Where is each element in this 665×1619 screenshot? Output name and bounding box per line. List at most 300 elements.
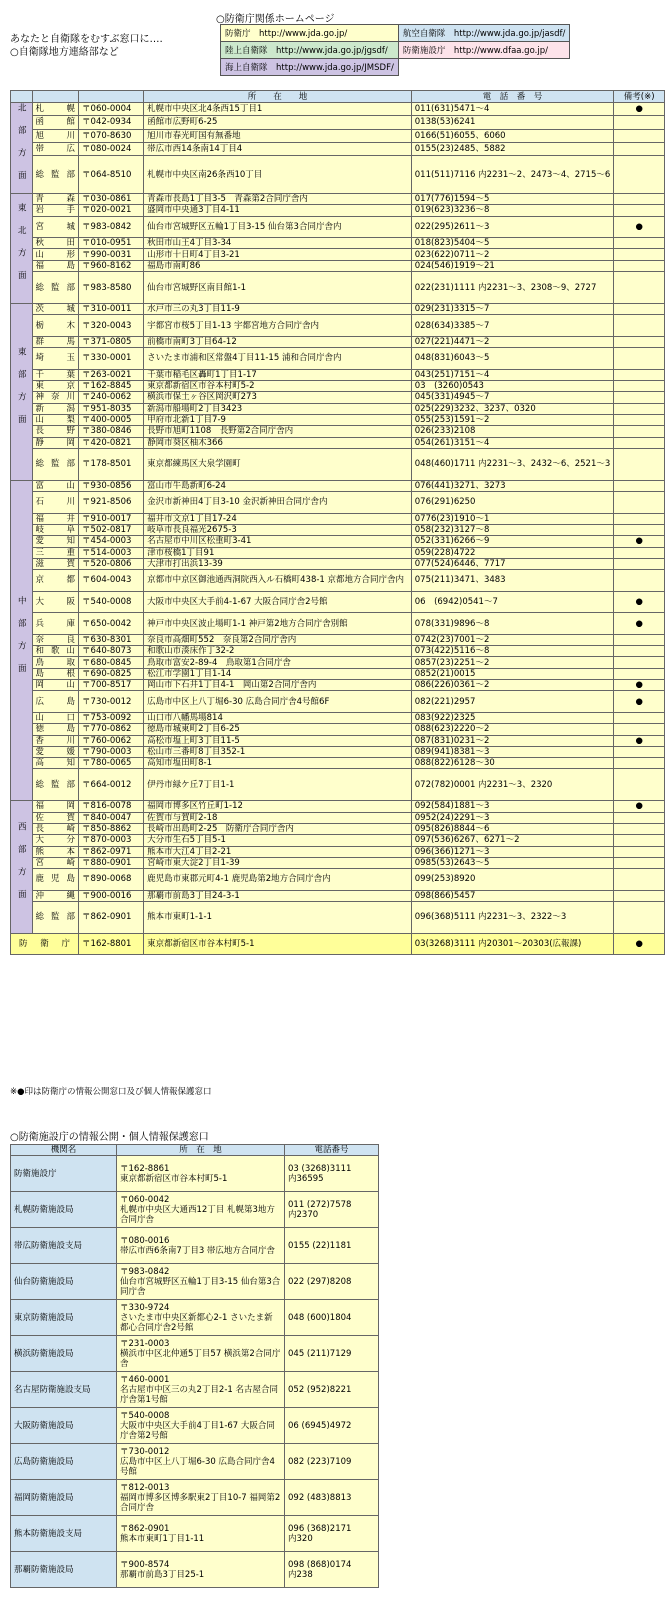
homepage-link-jmsdf[interactable]: 海上自衛隊 http://www.jda.go.jp/JMSDF/: [221, 59, 399, 76]
note-mark: ●: [614, 591, 665, 613]
postal-code: 〒502-0817: [79, 524, 144, 535]
city-name: 兵庫: [32, 613, 79, 635]
postal-code: 〒330-0001: [79, 348, 144, 370]
city-name: 香川: [32, 735, 79, 746]
city-name: 京都: [32, 570, 79, 592]
org-name: 広島防衛施設局: [11, 1444, 117, 1480]
address: 奈良市高畑町552 奈良第2合同庁舎内: [144, 634, 412, 645]
phone-number: 0985(53)2643～5: [411, 857, 614, 868]
phone-number: 072(782)0001 内2231～3、2320: [411, 769, 614, 801]
note-mark: ●: [614, 103, 665, 116]
note-mark: [614, 769, 665, 801]
table-row: [11, 657, 665, 668]
city-name: 新潟: [32, 403, 79, 414]
postal-code: 〒760-0062: [79, 735, 144, 746]
address: さいたま市浦和区常盤4丁目11-15 浦和合同庁舎内: [144, 348, 412, 370]
table-row: [11, 812, 665, 823]
region-label: 東部方面: [11, 303, 33, 480]
address: 帯広市西14条南14丁目4: [144, 142, 412, 155]
phone-number: 017(776)1594～5: [411, 194, 614, 205]
note-mark: ●: [614, 216, 665, 238]
postal-code: 〒520-0806: [79, 558, 144, 569]
facility-phone-ext: 内36595: [288, 1173, 324, 1184]
city-name: 宮崎: [32, 857, 79, 868]
phone-number: 0776(23)1910～1: [411, 513, 614, 524]
org-name: 大阪防衛施設局: [11, 1408, 117, 1444]
facility-phone: [285, 1372, 379, 1408]
phone-number: 077(524)6446、7717: [411, 558, 614, 569]
postal-code: 〒240-0062: [79, 392, 144, 403]
homepage-link-jda[interactable]: 防衛庁 http://www.jda.go.jp/: [221, 25, 399, 42]
facility-row: [11, 1552, 379, 1588]
note-mark: [614, 547, 665, 558]
address: 札幌市中央区南26条西10丁目: [144, 156, 412, 194]
homepages-box: [220, 24, 645, 76]
address: 静岡市葵区柚木366: [144, 437, 412, 448]
facility-phone-main: 011 (272)7578: [288, 1199, 352, 1210]
table-row: [11, 205, 665, 216]
address: 高松市塩上町3丁目11-5: [144, 735, 412, 746]
note-mark: [614, 142, 665, 155]
address: 伊丹市緑ケ丘7丁目1-1: [144, 769, 412, 801]
phone-number: 0852(21)0015: [411, 668, 614, 679]
facility-address: [117, 1300, 285, 1336]
facility-addr: 横浜市中区北仲通5丁目57 横浜第2合同庁舎: [120, 1348, 281, 1369]
postal-code: 〒650-0042: [79, 613, 144, 635]
facility-phone: [285, 1300, 379, 1336]
note-mark: [614, 437, 665, 448]
phone-number: 089(941)8381～3: [411, 746, 614, 757]
city-name: 鳥取: [32, 657, 79, 668]
org-name: 札幌防衛施設局: [11, 1192, 117, 1228]
postal-code: 〒010-0951: [79, 238, 144, 249]
phone-number: 086(226)0361～2: [411, 680, 614, 691]
phone-number: 083(922)2325: [411, 712, 614, 723]
note-mark: [614, 194, 665, 205]
facility-row: [11, 1300, 379, 1336]
city-name: 鹿児島: [32, 869, 79, 891]
note-mark: [614, 835, 665, 846]
facility-address: [117, 1156, 285, 1192]
phone-number: 082(221)2957: [411, 691, 614, 713]
phone-number: 019(623)3236～8: [411, 205, 614, 216]
table-row: [11, 103, 665, 116]
table-row: [11, 315, 665, 337]
city-name: 神奈川: [32, 392, 79, 403]
note-mark: ●: [614, 680, 665, 691]
homepage-link-jasdf[interactable]: 航空自衛隊 http://www.jda.go.jp/jasdf/: [398, 25, 570, 42]
city-name: 山口: [32, 712, 79, 723]
note-mark: [614, 857, 665, 868]
table-row: [11, 823, 665, 834]
facility-row: [11, 1444, 379, 1480]
facility-phone: [285, 1408, 379, 1444]
postal-code: 〒862-0971: [79, 846, 144, 857]
city-name: 函館: [32, 116, 79, 129]
phone-number: 011(631)5471～4: [411, 103, 614, 116]
phone-number: 088(623)2220～2: [411, 724, 614, 735]
city-name: 栃木: [32, 315, 79, 337]
table-row: [11, 591, 665, 613]
address: 岐阜市長良福光2675-3: [144, 524, 412, 535]
facility-address: [117, 1192, 285, 1228]
postal-code: 〒930-0856: [79, 480, 144, 491]
region-label: 東北方面: [11, 194, 33, 304]
city-name: 石川: [32, 492, 79, 514]
city-name: 群馬: [32, 336, 79, 347]
phone-number: 0166(51)6055、6060: [411, 129, 614, 142]
note-mark: ●: [614, 536, 665, 547]
facility-phone: [285, 1156, 379, 1192]
facility-phone-main: 092 (483)8813: [288, 1492, 352, 1503]
city-name: 沖縄: [32, 890, 79, 901]
table-row: [11, 194, 665, 205]
postal-code: 〒380-0846: [79, 426, 144, 437]
note-mark: [614, 205, 665, 216]
table-row: [11, 570, 665, 592]
address: 京都市中京区御池通西洞院西入ル石橋町438-1 京都地方合同庁舎内: [144, 570, 412, 592]
address: 仙台市宮城野区五輪1丁目3-15 仙台第3合同庁舎内: [144, 216, 412, 238]
address: 長崎市出島町2-25 防衛庁合同庁舎内: [144, 823, 412, 834]
note-mark: [614, 116, 665, 129]
phone-number: 029(231)3315～7: [411, 303, 614, 314]
table-row: [11, 558, 665, 569]
city-name: 岐阜: [32, 524, 79, 535]
homepages-title: ○防衛庁関係ホームページ: [216, 14, 335, 25]
address: 福岡市博多区竹丘町1-12: [144, 801, 412, 812]
note-mark: [614, 369, 665, 380]
facility-phone-ext: 内238: [288, 1569, 313, 1580]
facility-phone-main: 0155 (22)1181: [288, 1240, 352, 1251]
postal-code: 〒162-8801: [79, 933, 144, 955]
facility-addr: 札幌市中央区大通西12丁目 札幌第3地方合同庁舎: [120, 1204, 275, 1225]
header-sub-phone: 電話番号: [285, 1145, 379, 1156]
facility-postal: 〒730-0012: [120, 1446, 170, 1457]
address: 横浜市保土ヶ谷区岡沢町273: [144, 392, 412, 403]
table-header: [11, 91, 665, 103]
phone-number: 018(823)5404～5: [411, 238, 614, 249]
table-row: [11, 437, 665, 448]
facility-addr: 帯広市西6条南7丁目3 帯広地方合同庁舎: [120, 1245, 275, 1256]
table-row: [11, 381, 665, 392]
city-name: 秋田: [32, 238, 79, 249]
city-name: 滋賀: [32, 558, 79, 569]
address: 東京都新宿区市谷本村町5-1: [144, 933, 412, 955]
city-name: 奈良: [32, 634, 79, 645]
city-name: 千葉: [32, 369, 79, 380]
postal-code: 〒951-8035: [79, 403, 144, 414]
phone-number: 022(231)1111 内2231～3、2308～9、2727: [411, 272, 614, 304]
city-name: 岡山: [32, 680, 79, 691]
note-mark: ●: [614, 933, 665, 955]
table-row: [11, 857, 665, 868]
postal-code: 〒162-8845: [79, 381, 144, 392]
postal-code: 〒540-0008: [79, 591, 144, 613]
facility-row: [11, 1408, 379, 1444]
note-mark: [614, 381, 665, 392]
facility-address: [117, 1552, 285, 1588]
table-row: [11, 414, 665, 425]
table-row: [11, 902, 665, 934]
facility-row: [11, 1264, 379, 1300]
postal-code: 〒900-0016: [79, 890, 144, 901]
phone-number: 0857(23)2251～2: [411, 657, 614, 668]
intro-text: [10, 33, 230, 59]
phone-number: 028(634)3385～7: [411, 315, 614, 337]
city-name: 静岡: [32, 437, 79, 448]
postal-code: 〒983-8580: [79, 272, 144, 304]
facility-address: [117, 1372, 285, 1408]
org-name: 横浜防衛施設局: [11, 1336, 117, 1372]
homepage-link-dfaa[interactable]: 防衛施設庁 http://www.dfaa.go.jp/: [398, 42, 570, 59]
address: 仙台市宮城野区南目館1-1: [144, 272, 412, 304]
table-row: [11, 547, 665, 558]
facility-row: [11, 1516, 379, 1552]
table-row: [11, 448, 665, 480]
facility-phone: [285, 1552, 379, 1588]
phone-number: 096(368)5111 内2231～3、2322～3: [411, 902, 614, 934]
address: 山形市十日町4丁目3-21: [144, 249, 412, 260]
facility-addr: 東京都新宿区市谷本村町5-1: [120, 1173, 228, 1184]
table-row: [11, 890, 665, 901]
postal-code: 〒850-8862: [79, 823, 144, 834]
phone-number: 087(831)0231～2: [411, 735, 614, 746]
address: 甲府市北新1丁目7-9: [144, 414, 412, 425]
note-mark: [614, 392, 665, 403]
city-name: 三重: [32, 547, 79, 558]
address: 津市桜橋1丁目91: [144, 547, 412, 558]
phone-number: 098(866)5457: [411, 890, 614, 901]
city-name: 島根: [32, 668, 79, 679]
city-name: 埼玉: [32, 348, 79, 370]
org-name: 福岡防衛施設局: [11, 1480, 117, 1516]
note-mark: [614, 260, 665, 271]
postal-code: 〒030-0861: [79, 194, 144, 205]
city-name: 帯広: [32, 142, 79, 155]
table-row: [11, 348, 665, 370]
table-row: [11, 369, 665, 380]
facility-postal: 〒231-0003: [120, 1338, 170, 1349]
phone-number: 097(536)6267、6271～2: [411, 835, 614, 846]
address: 千葉市稲毛区轟町1丁目1-17: [144, 369, 412, 380]
city-name: 長野: [32, 426, 79, 437]
facility-postal: 〒080-0016: [120, 1235, 170, 1246]
address: 熊本市東町1-1-1: [144, 902, 412, 934]
city-name: 岩手: [32, 205, 79, 216]
facility-address: [117, 1336, 285, 1372]
note-mark: [614, 758, 665, 769]
note-mark: [614, 348, 665, 370]
postal-code: 〒870-0003: [79, 835, 144, 846]
postal-code: 〒320-0043: [79, 315, 144, 337]
table-row: [11, 513, 665, 524]
facility-table-header: [11, 1145, 379, 1156]
note-mark: [614, 238, 665, 249]
phone-number: 027(221)4471～2: [411, 336, 614, 347]
facility-phone-main: 098 (868)0174: [288, 1559, 352, 1570]
address: 神戸市中央区波止場町1-1 神戸第2地方合同庁舎別館: [144, 613, 412, 635]
phone-number: 043(251)7151～4: [411, 369, 614, 380]
phone-number: 0742(23)7001～2: [411, 634, 614, 645]
table-row: [11, 801, 665, 812]
city-name: 徳島: [32, 724, 79, 735]
table-row: [11, 238, 665, 249]
table-row: [11, 260, 665, 271]
postal-code: 〒880-0901: [79, 857, 144, 868]
table-row: [11, 336, 665, 347]
postal-code: 〒983-0842: [79, 216, 144, 238]
postal-code: 〒690-0825: [79, 668, 144, 679]
phone-number: 095(826)8844～6: [411, 823, 614, 834]
note-mark: ●: [614, 613, 665, 635]
address: 山口市八幡馬場814: [144, 712, 412, 723]
note-mark: [614, 570, 665, 592]
address: 富山市牛島新町6-24: [144, 480, 412, 491]
facility-addr: 名古屋市中区三の丸2丁目2-1 名古屋合同庁舎第1号館: [120, 1384, 278, 1405]
office-table: [10, 90, 665, 955]
note-mark: [614, 823, 665, 834]
phone-number: 055(253)1591～2: [411, 414, 614, 425]
note-mark: [614, 513, 665, 524]
facility-address: [117, 1480, 285, 1516]
postal-code: 〒420-0821: [79, 437, 144, 448]
note-mark: [614, 492, 665, 514]
address: 新潟市船場町2丁目3423: [144, 403, 412, 414]
table-row: [11, 758, 665, 769]
address: 名古屋市中川区松重町3-41: [144, 536, 412, 547]
table-row: [11, 303, 665, 314]
phone-number: 011(511)7116 内2231～2、2473～4、2715～6: [411, 156, 614, 194]
note-mark: [614, 657, 665, 668]
table-row: [11, 613, 665, 635]
city-name: 長崎: [32, 823, 79, 834]
postal-code: 〒890-0068: [79, 869, 144, 891]
address: 熊本市大江4丁目2-21: [144, 846, 412, 857]
phone-number: 075(211)3471、3483: [411, 570, 614, 592]
table-row: [11, 272, 665, 304]
city-name: 熊本: [32, 846, 79, 857]
address: 高知市塩田町8-1: [144, 758, 412, 769]
address: 札幌市中央区北4条西15丁目1: [144, 103, 412, 116]
header-org: 機関名: [11, 1145, 117, 1156]
org-name: 名古屋防衛施設支局: [11, 1372, 117, 1408]
postal-code: 〒640-8073: [79, 646, 144, 657]
phone-number: 088(822)6128～30: [411, 758, 614, 769]
postal-code: 〒862-0901: [79, 902, 144, 934]
city-name: 愛媛: [32, 746, 79, 757]
facility-row: [11, 1336, 379, 1372]
city-name: 総監部: [32, 769, 79, 801]
table-row: [11, 846, 665, 857]
phone-number: 092(584)1881～3: [411, 801, 614, 812]
address: 金沢市新神田4丁目3-10 金沢新神田合同庁舎内: [144, 492, 412, 514]
phone-number: 096(366)1271～3: [411, 846, 614, 857]
postal-code: 〒454-0003: [79, 536, 144, 547]
table-row: [11, 249, 665, 260]
address: 函館市広野町6-25: [144, 116, 412, 129]
address: 宇都宮市桜5丁目1-13 宇都宮地方合同庁舎内: [144, 315, 412, 337]
postal-code: 〒921-8506: [79, 492, 144, 514]
facility-postal: 〒060-0042: [120, 1194, 170, 1205]
table-row: [11, 746, 665, 757]
address: 鹿児島市東郡元町4-1 鹿児島第2地方合同庁舎内: [144, 869, 412, 891]
postal-code: 〒770-0862: [79, 724, 144, 735]
facility-phone: [285, 1228, 379, 1264]
address: 大阪市中央区大手前4-1-67 大阪合同庁舎2号館: [144, 591, 412, 613]
address: 青森市長島1丁目3-5 青森第2合同庁舎内: [144, 194, 412, 205]
note-mark: [614, 129, 665, 142]
address: 長野市旭町1108 長野第2合同庁舎内: [144, 426, 412, 437]
facility-row: [11, 1480, 379, 1516]
table-row: [11, 492, 665, 514]
table-row: [11, 392, 665, 403]
facility-address: [117, 1408, 285, 1444]
address: 福島市南町86: [144, 260, 412, 271]
homepage-link-jgsdf[interactable]: 陸上自衛隊 http://www.jda.go.jp/jgsdf/: [221, 42, 399, 59]
phone-number: 058(232)3127～8: [411, 524, 614, 535]
header-sub-address: 所 在 地: [117, 1145, 285, 1156]
note-mark: [614, 812, 665, 823]
phone-number: 03(3268)3111 内20301～20303(広報課): [411, 933, 614, 955]
table-row: [11, 216, 665, 238]
city-name: 高知: [32, 758, 79, 769]
table-row: [11, 869, 665, 891]
table-row: [11, 156, 665, 194]
facility-postal: 〒900-8574: [120, 1559, 170, 1570]
facility-address: [117, 1444, 285, 1480]
city-name: 札幌: [32, 103, 79, 116]
facility-phone: [285, 1336, 379, 1372]
phone-number: 045(331)4945～7: [411, 392, 614, 403]
postal-code: 〒042-0934: [79, 116, 144, 129]
note-mark: [614, 336, 665, 347]
note-mark: [614, 303, 665, 314]
phone-number: 022(295)2611～3: [411, 216, 614, 238]
address: 東京都練馬区大泉学園町: [144, 448, 412, 480]
intro-line-1: あなたと自衛隊をむすぶ窓口に‥‥: [10, 34, 163, 45]
table-row: [11, 634, 665, 645]
facility-row: [11, 1228, 379, 1264]
postal-code: 〒604-0043: [79, 570, 144, 592]
facility-addr: 仙台市宮城野区五輪1丁目3-15 仙台第3合同庁舎: [120, 1276, 281, 1297]
table-row: [11, 116, 665, 129]
note-mark: [614, 890, 665, 901]
address: 松山市三番町8丁目352-1: [144, 746, 412, 757]
address: 那覇市前島3丁目24-3-1: [144, 890, 412, 901]
postal-code: 〒700-8517: [79, 680, 144, 691]
postal-code: 〒060-0004: [79, 103, 144, 116]
table-row: [11, 403, 665, 414]
phone-number: 048(831)6043～5: [411, 348, 614, 370]
facility-postal: 〒330-9724: [120, 1302, 170, 1313]
phone-number: 054(261)3151～4: [411, 437, 614, 448]
facility-phone-main: 06 (6945)4972: [288, 1420, 352, 1431]
org-name: 仙台防衛施設局: [11, 1264, 117, 1300]
header-phone: 電 話 番 号: [411, 91, 614, 103]
city-name: 愛知: [32, 536, 79, 547]
postal-code: 〒178-8501: [79, 448, 144, 480]
table-row: [11, 646, 665, 657]
org-name: 熊本防衛施設支局: [11, 1516, 117, 1552]
facility-addr: さいたま市中央区新都心2-1 さいたま新都心合同庁舎2号館: [120, 1312, 273, 1333]
facility-postal: 〒540-0008: [120, 1410, 170, 1421]
address: 広島市中区上八丁堀6-30 広島合同庁舎4号館6F: [144, 691, 412, 713]
facility-phone-main: 052 (952)8221: [288, 1384, 352, 1395]
facility-address: [117, 1264, 285, 1300]
city-name: 山梨: [32, 414, 79, 425]
table-row: [11, 129, 665, 142]
table-row: [11, 480, 665, 491]
